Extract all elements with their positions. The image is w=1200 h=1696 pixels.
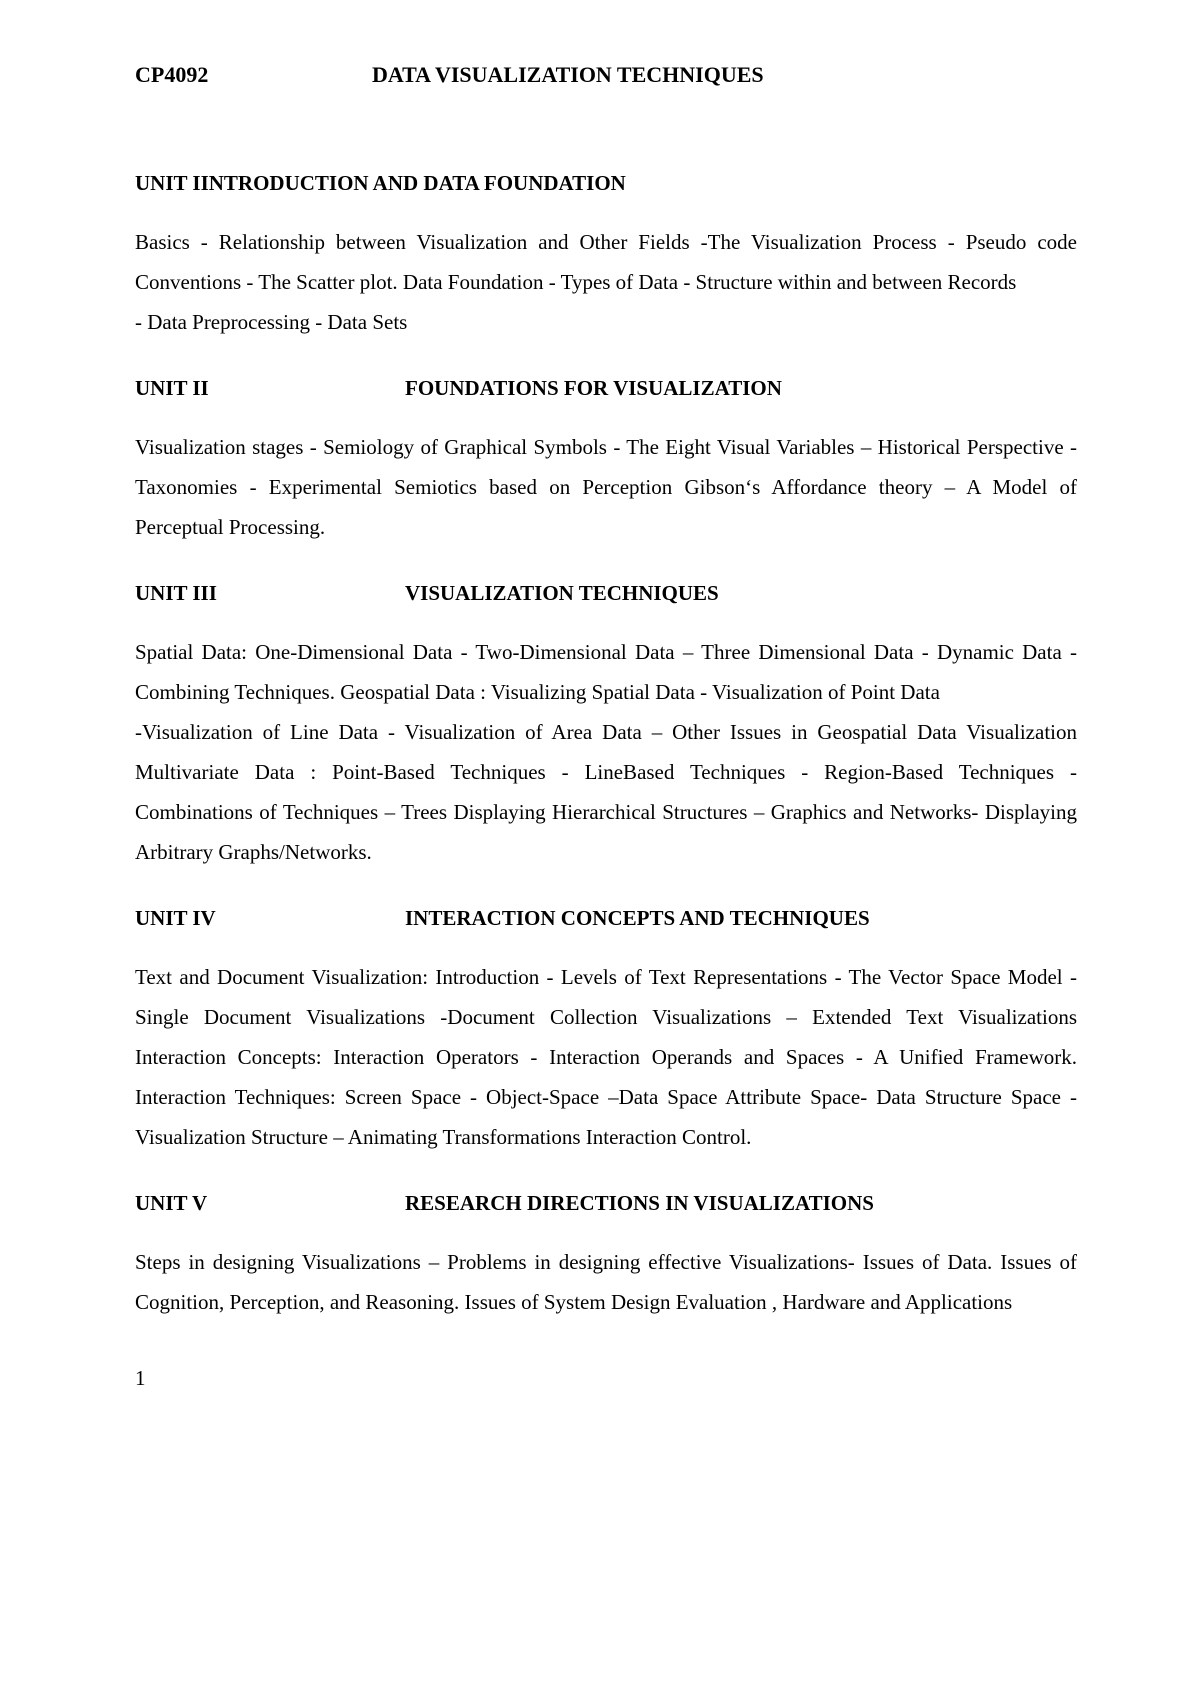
unit-3-heading [135,573,1077,613]
unit-3-paragraph: Spatial Data: One-Dimensional Data - Two-Dimensional Data – Three Dimensional Data - Dynamic Data - Combining Techniques. Geospatial Data : Visualizing Spatial Data - Visualization of Point Data [135,640,1077,704]
document-title-row [135,55,1077,95]
unit-4-heading [135,898,1077,938]
page-number: 1 [135,1366,146,1390]
unit-5-paragraph: Steps in designing Visualizations – Problems in designing effective Visualizations- Issues of Data. Issues of Cognition, Perception, and Reasoning. Issues of System Design Evaluation , Hardware and Applications [135,1250,1077,1314]
unit-5-label: UNIT V [135,1191,208,1215]
unit-1-paragraph: - Data Preprocessing - Data Sets [135,310,408,334]
unit-3-label: UNIT III [135,581,217,605]
unit-2-label: UNIT II [135,376,209,400]
unit-4-title: INTERACTION CONCEPTS AND TECHNIQUES [405,906,870,930]
unit-5-heading [135,1183,1077,1223]
unit-1-paragraph: Basics - Relationship between Visualization and Other Fields -The Visualization Process - Pseudo code Conventions - The Scatter plot. Data Foundation - Types of Data - Structure within and between Records [135,230,1077,294]
unit-5-title: RESEARCH DIRECTIONS IN VISUALIZATIONS [405,1191,874,1215]
unit-3-paragraph: -Visualization of Line Data - Visualization of Area Data – Other Issues in Geospatial Data Visualization Multivariate Data : Point-Based Techniques - LineBased Techniques - Region-Based Techniques - Combinations of Techniques – Trees Displaying Hierarchical Structures – Graphics and Networks- Displaying Arbitrary Graphs/Networks. [135,720,1077,864]
unit-1-title: INTRODUCTION AND DATA FOUNDATION [200,171,626,195]
unit-2-heading [135,368,1077,408]
unit-4-paragraph: Text and Document Visualization: Introduction - Levels of Text Representations - The Vector Space Model - Single Document Visualizations -Document Collection Visualizations – Extended Text Visualizations Interaction Concepts: Interaction Operators - Interaction Operands and Spaces - A Unified Framework. Interaction Techniques: Screen Space - Object-Space –Data Space Attribute Space- Data Structure Space - Visualization Structure – Animating Transformations Interaction Control. [135,965,1077,1149]
unit-4-label: UNIT IV [135,906,216,930]
unit-1-label: UNIT I [135,171,201,195]
unit-2-title: FOUNDATIONS FOR VISUALIZATION [405,376,782,400]
course-title: DATA VISUALIZATION TECHNIQUES [372,62,764,87]
unit-2-paragraph: Visualization stages - Semiology of Graphical Symbols - The Eight Visual Variables – Historical Perspective - Taxonomies - Experimental Semiotics based on Perception Gibson‘s Affordance theory – A Model of Perceptual Processing. [135,435,1077,539]
unit-3-title: VISUALIZATION TECHNIQUES [405,581,719,605]
course-code: CP4092 [135,62,209,87]
unit-1-heading [135,163,1077,203]
